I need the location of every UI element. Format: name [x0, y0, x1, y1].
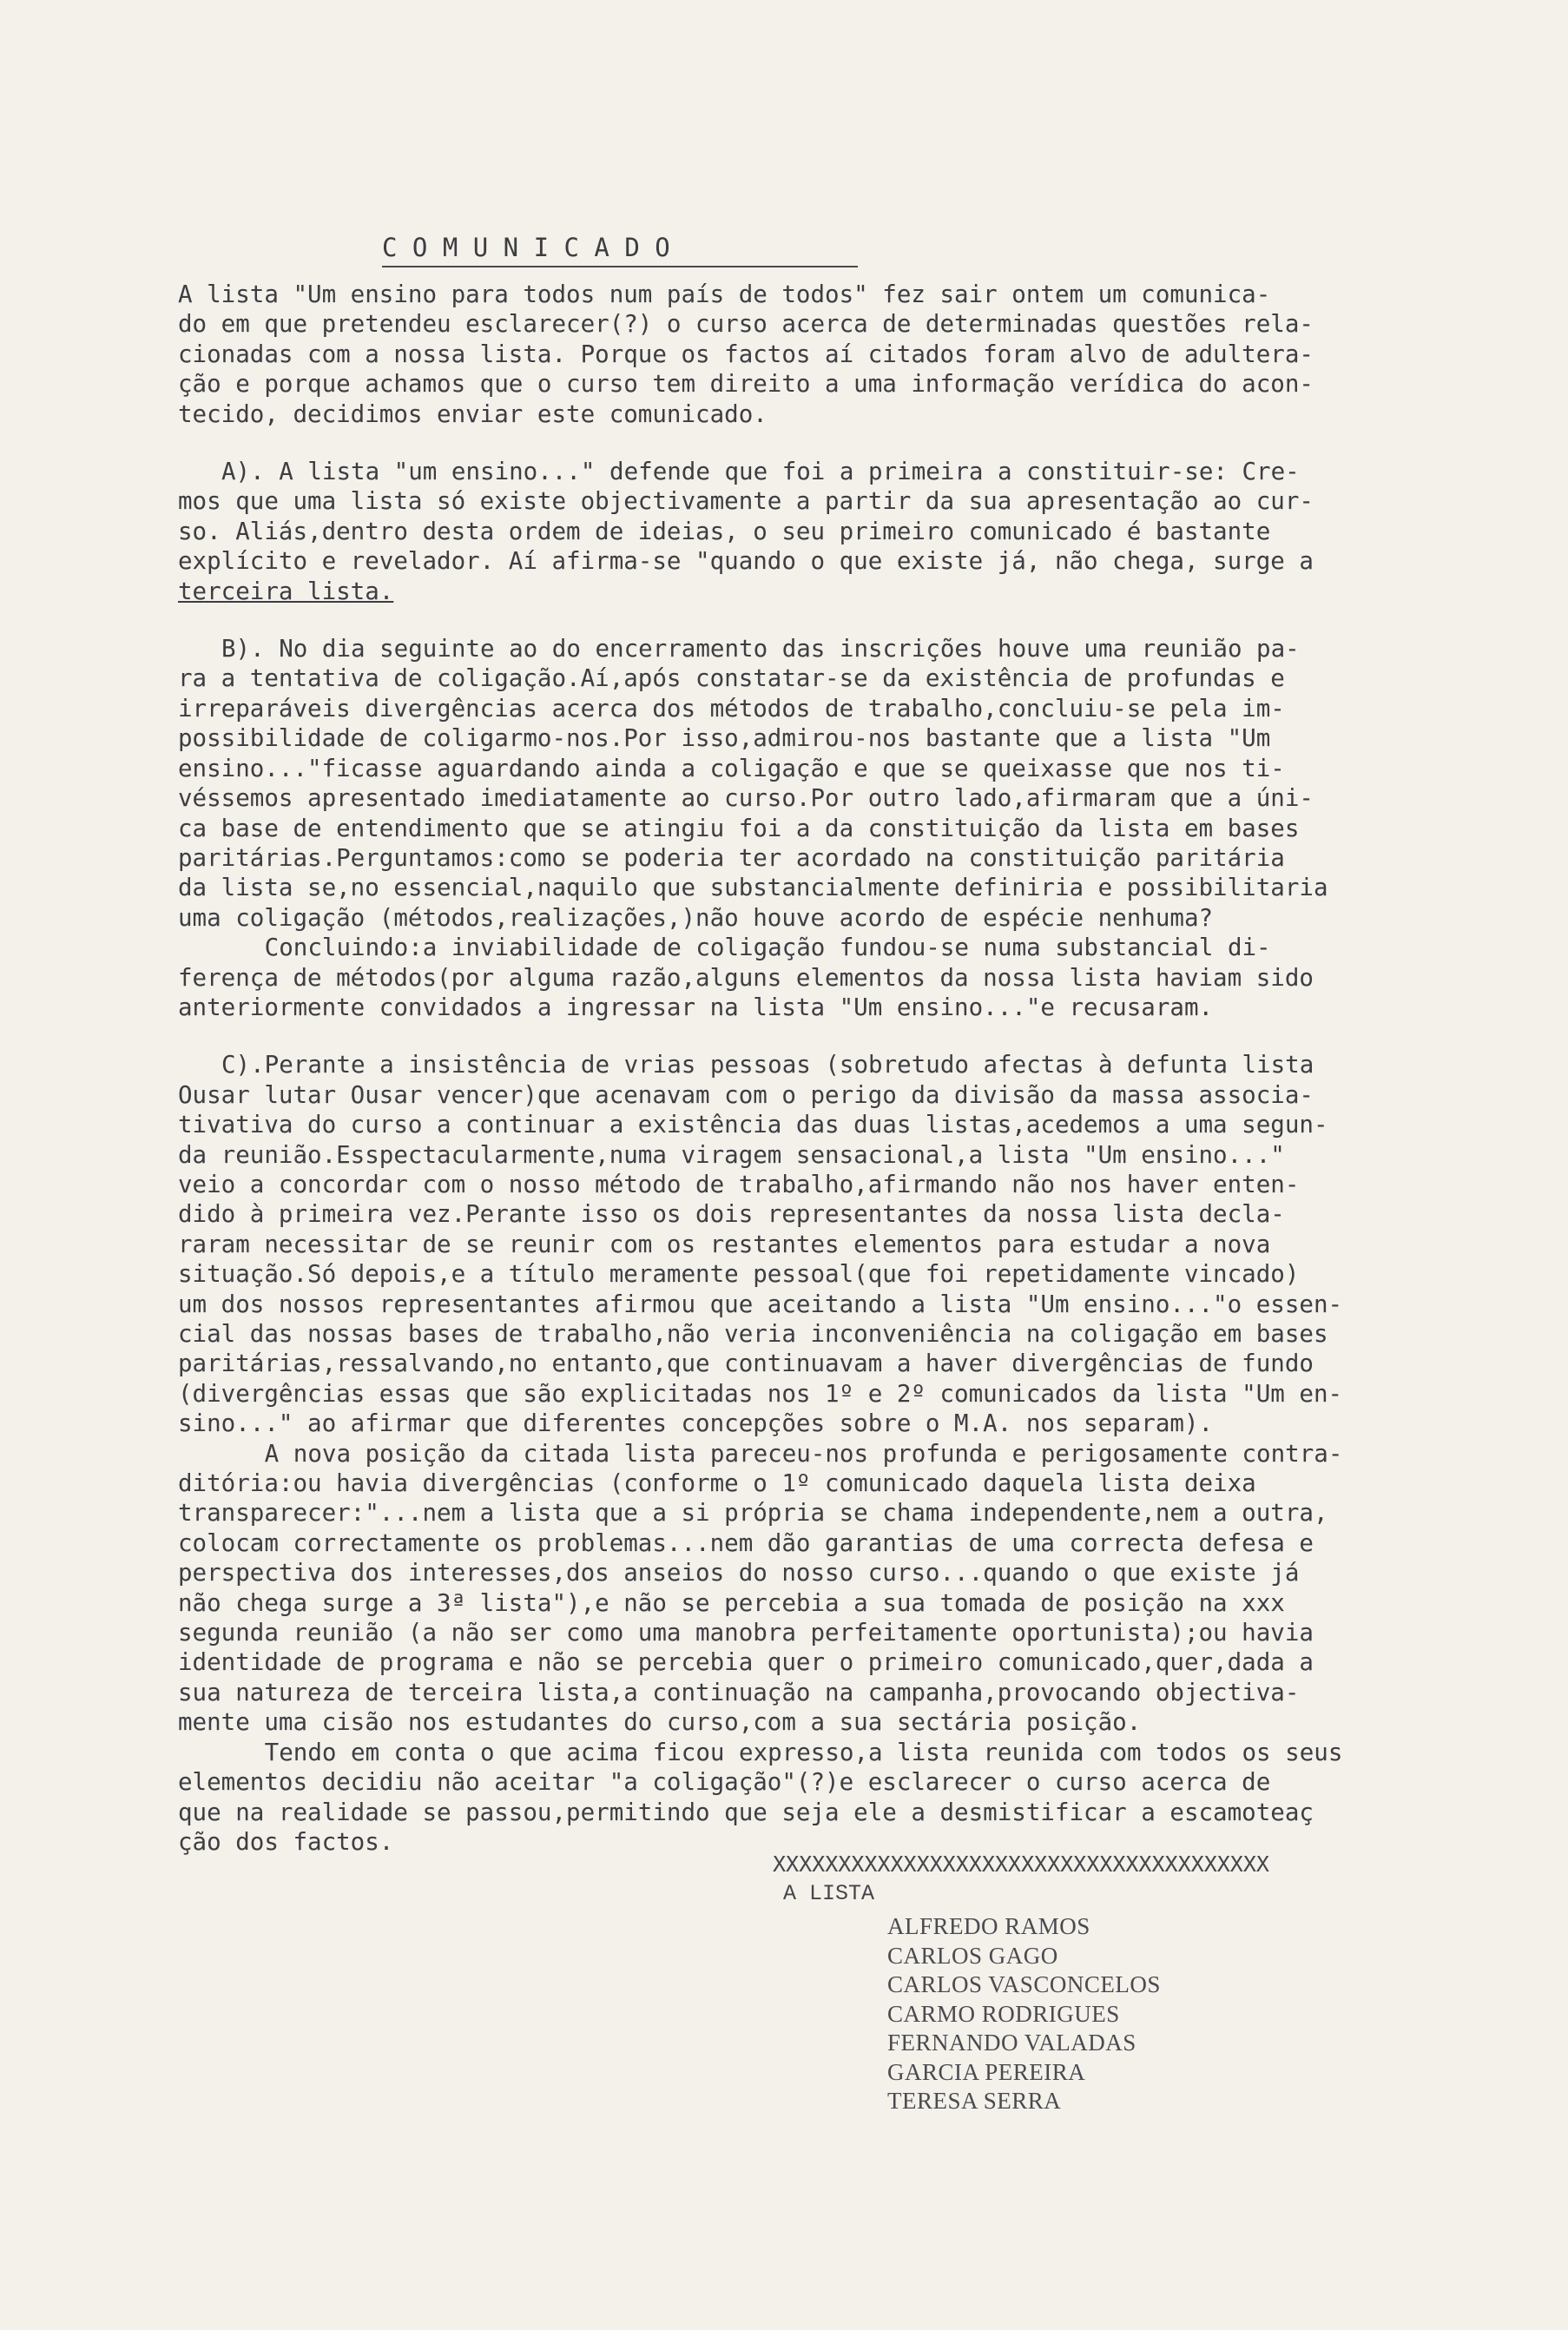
text-line: elementos decidiu não aceitar "a coligação"(?)e esclarecer o curso acerca de	[178, 1768, 1271, 1797]
text-line: anteriormente convidados a ingressar na lista "Um ensino..."e recusaram.	[178, 993, 1214, 1021]
text-line: ção e porque achamos que o curso tem direito a uma informação verídica do acon-	[178, 370, 1314, 399]
text-line: da lista se,no essencial,naquilo que substancialmente definiria e possibilitaria	[178, 874, 1328, 902]
text-line: mente uma cisão nos estudantes do curso,com a sua sectária posição.	[178, 1708, 1142, 1737]
text-line: véssemos apresentado imediatamente ao curso.Por outro lado,afirmaram que a úni-	[178, 784, 1314, 813]
text-line: veio a concordar com o nosso método de trabalho,afirmando não nos haver enten-	[178, 1170, 1300, 1198]
paragraph-point-a	[178, 457, 1420, 486]
text-line: ensino..."ficasse aguardando ainda a coligação e que se queixasse que nos ti-	[178, 754, 1285, 782]
text-line: possibilidade de coligarmo-nos.Por isso,admirou-nos bastante que a lista "Um	[178, 724, 1271, 753]
text-line: uma coligação (métodos,realizações,)não houve acordo de espécie nenhuma?	[178, 903, 1214, 932]
text-line: situação.Só depois,e a título meramente pessoal(que foi repetidamente vincado)	[178, 1260, 1300, 1289]
signatory-name: FERNANDO VALADAS	[887, 2030, 1136, 2056]
document-body	[178, 280, 1420, 1857]
text-line: da reunião.Esspectacularmente,numa viragem sensacional,a lista "Um ensino..."	[178, 1140, 1285, 1169]
text-line: irreparáveis divergências acerca dos métodos de trabalho,concluiu-se pela im-	[178, 694, 1285, 723]
text-line: tivativa do curso a continuar a existência das duas listas,acedemos a uma segun-	[178, 1111, 1328, 1139]
document-title: C O M U N I C A D O	[382, 233, 858, 267]
signatory-name: GARCIA PEREIRA	[887, 2058, 1086, 2085]
text-line: cionadas com a nossa lista. Porque os factos aí citados foram alvo de adultera-	[178, 340, 1314, 368]
text-line: ferença de métodos(por alguma razão,alguns elementos da nossa lista haviam sido	[178, 963, 1314, 992]
text-line: colocam correctamente os problemas...nem dão garantias de uma correcta defesa e	[178, 1528, 1314, 1557]
text-line: transparecer:"...nem a lista que a si própria se chama independente,nem a outra,	[178, 1499, 1328, 1528]
text-line: um dos nossos representantes afirmou que aceitando a lista "Um ensino..."o essen-	[178, 1290, 1343, 1318]
text-line: ditória:ou havia divergências (conforme o 1º comunicado daquela lista deixa	[178, 1469, 1256, 1498]
paragraph-gap	[178, 606, 1420, 634]
paragraph-gap	[178, 1022, 1420, 1050]
text-line: C).Perante a insistência de vrias pessoas (sobretudo afectas à defunta lista	[221, 1051, 1314, 1079]
signatory-list	[773, 1912, 1269, 2116]
signature-group-label: A LISTA	[783, 1881, 875, 1906]
text-line: terceira lista.	[178, 577, 394, 605]
signature-block	[773, 1850, 1269, 2116]
text-line: tecido, decidimos enviar este comunicado.	[178, 399, 768, 428]
text-line: não chega surge a 3ª lista"),e não se percebia a sua tomada de posição na xxx	[178, 1588, 1285, 1617]
signatory-name: TERESA SERRA	[887, 2088, 1062, 2114]
text-line: ção dos factos.	[178, 1827, 394, 1856]
signatory-name: CARMO RODRIGUES	[887, 2000, 1120, 2027]
paragraph-point-a-cont	[178, 486, 1420, 606]
text-line: sino..." ao afirmar que diferentes concepções sobre o M.A. nos separam).	[178, 1409, 1214, 1438]
text-line: que na realidade se passou,permitindo que seja ele a desmistificar a escamoteaç	[178, 1798, 1314, 1826]
paragraph-intro	[178, 280, 1420, 429]
signatory-name: CARLOS GAGO	[887, 1942, 1058, 1969]
text-line: explícito e revelador. Aí afirma-se "quando o que existe já, não chega, surge a	[178, 547, 1314, 576]
text-line: ca base de entendimento que se atingiu foi a da constituição da lista em bases	[178, 814, 1300, 842]
text-line: Ousar lutar Ousar vencer)que acenavam com o perigo da divisão da massa associa-	[178, 1080, 1314, 1109]
paragraph-point-c	[178, 1050, 1420, 1079]
text-line: paritárias,ressalvando,no entanto,que continuavam a haver divergências de fundo	[178, 1350, 1314, 1378]
text-line: B). No dia seguinte ao do encerramento das inscrições houve uma reunião pa-	[221, 635, 1300, 663]
paragraph-point-c-cont	[178, 1080, 1420, 1858]
text-line: so. Aliás,dentro desta ordem de ideias, o seu primeiro comunicado é bastante	[178, 517, 1271, 545]
text-line: A lista "Um ensino para todos num país de todos" fez sair ontem um comunica-	[178, 281, 1271, 308]
text-line: cial das nossas bases de trabalho,não veria inconveniência na coligação em bases	[178, 1320, 1328, 1348]
text-line: A nova posição da citada lista pareceu-nos profunda e perigosamente contra-	[221, 1439, 1343, 1468]
paragraph-point-b-cont	[178, 663, 1420, 1022]
text-line: segunda reunião (a não ser como uma manobra perfeitamente oportunista);ou havia	[178, 1619, 1314, 1647]
paragraph-gap	[178, 429, 1420, 457]
text-line: perspectiva dos interesses,dos anseios do nosso curso...quando o que existe já	[178, 1559, 1300, 1587]
text-line: raram necessitar de se reunir com os restantes elementos para estudar a nova	[178, 1230, 1271, 1258]
signatory-name: CARLOS VASCONCELOS	[887, 1971, 1161, 1997]
signatory-name: ALFREDO RAMOS	[887, 1913, 1090, 1939]
text-line: do em que pretendeu esclarecer(?) o curso acerca de determinadas questões rela-	[178, 310, 1314, 339]
text-line: sua natureza de terceira lista,a continuação na campanha,provocando objectiva-	[178, 1678, 1300, 1706]
text-line: Tendo em conta o que acima ficou expresso,a lista reunida com todos os seus	[221, 1738, 1343, 1766]
text-line: (divergências essas que são explicitadas nos 1º e 2º comunicados da lista "Um en-	[178, 1379, 1343, 1408]
text-line: identidade de programa e não se percebia quer o primeiro comunicado,quer,dada a	[178, 1648, 1314, 1677]
text-line: ra a tentativa de coligação.Aí,após constatar-se da existência de profundas e	[178, 664, 1285, 693]
struck-out-line: XXXXXXXXXXXXXXXXXXXXXXXXXXXXXXXXXXXXXX	[773, 1851, 1269, 1877]
text-line: A). A lista "um ensino..." defende que foi a primeira a constituir-se: Cre-	[221, 458, 1300, 486]
paragraph-point-b	[178, 634, 1420, 663]
text-line: dido à primeira vez.Perante isso os dois representantes da nossa lista decla-	[178, 1200, 1285, 1229]
text-line: Concluindo:a inviabilidade de coligação fundou-se numa substancial di-	[221, 934, 1271, 962]
text-line: paritárias.Perguntamos:como se poderia ter acordado na constituição paritária	[178, 843, 1285, 872]
text-line: mos que uma lista só existe objectivamente a partir da sua apresentação ao cur-	[178, 487, 1314, 516]
